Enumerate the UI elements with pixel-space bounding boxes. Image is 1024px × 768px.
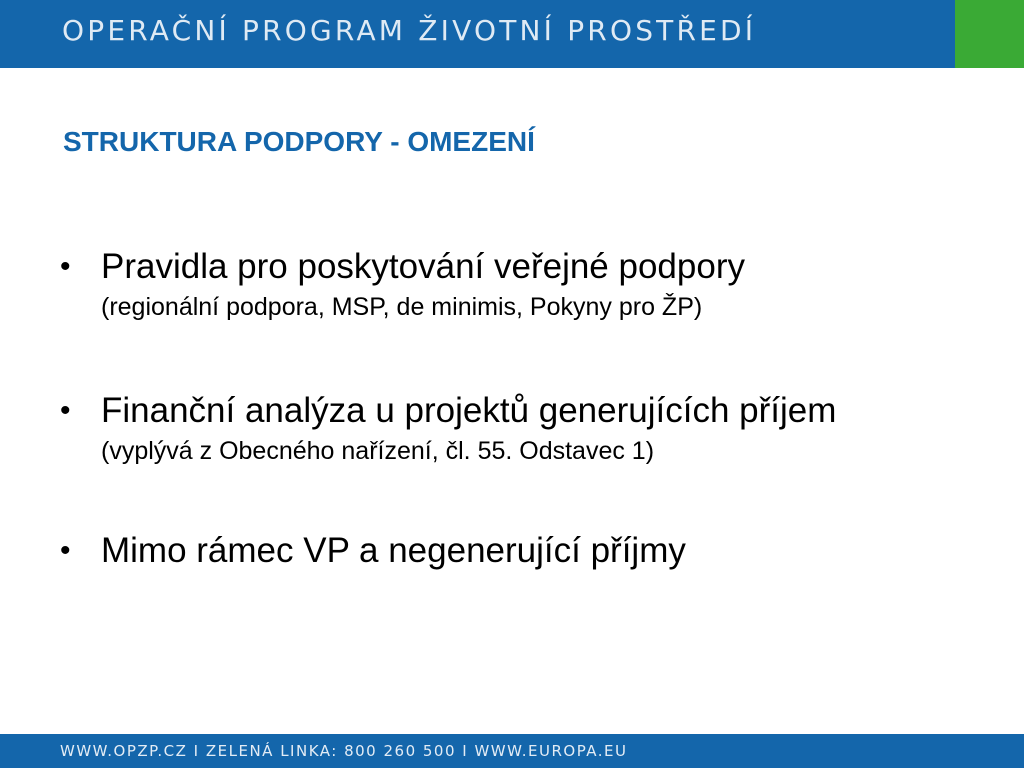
header-green-accent <box>955 0 1024 68</box>
bullet-marker: • <box>60 394 71 427</box>
bullet-item <box>60 245 980 323</box>
bullet-sub-text: (vyplývá z Obecného nařízení, čl. 55. Odstavec 1) <box>101 437 655 465</box>
bullet-marker: • <box>60 250 71 283</box>
bullet-list <box>60 245 980 573</box>
bullet-sub-text: (regionální podpora, MSP, de minimis, Pokyny pro ŽP) <box>101 293 703 321</box>
bullet-marker: • <box>60 534 71 567</box>
slide-title: STRUKTURA PODPORY - OMEZENÍ <box>63 126 535 157</box>
bullet-main-text: Pravidla pro poskytování veřejné podpory <box>101 247 745 286</box>
program-title: OPERAČNÍ PROGRAM ŽIVOTNÍ PROSTŘEDÍ <box>62 14 757 47</box>
bullet-item <box>60 529 980 573</box>
footer-contact-text: WWW.OPZP.CZ I ZELENÁ LINKA: 800 260 500 I WWW.EUROPA.EU <box>60 742 628 760</box>
bullet-item <box>60 389 980 467</box>
bullet-main-text: Finanční analýza u projektů generujících příjem <box>101 391 837 430</box>
bullet-main-text: Mimo rámec VP a negenerující příjmy <box>101 531 686 570</box>
